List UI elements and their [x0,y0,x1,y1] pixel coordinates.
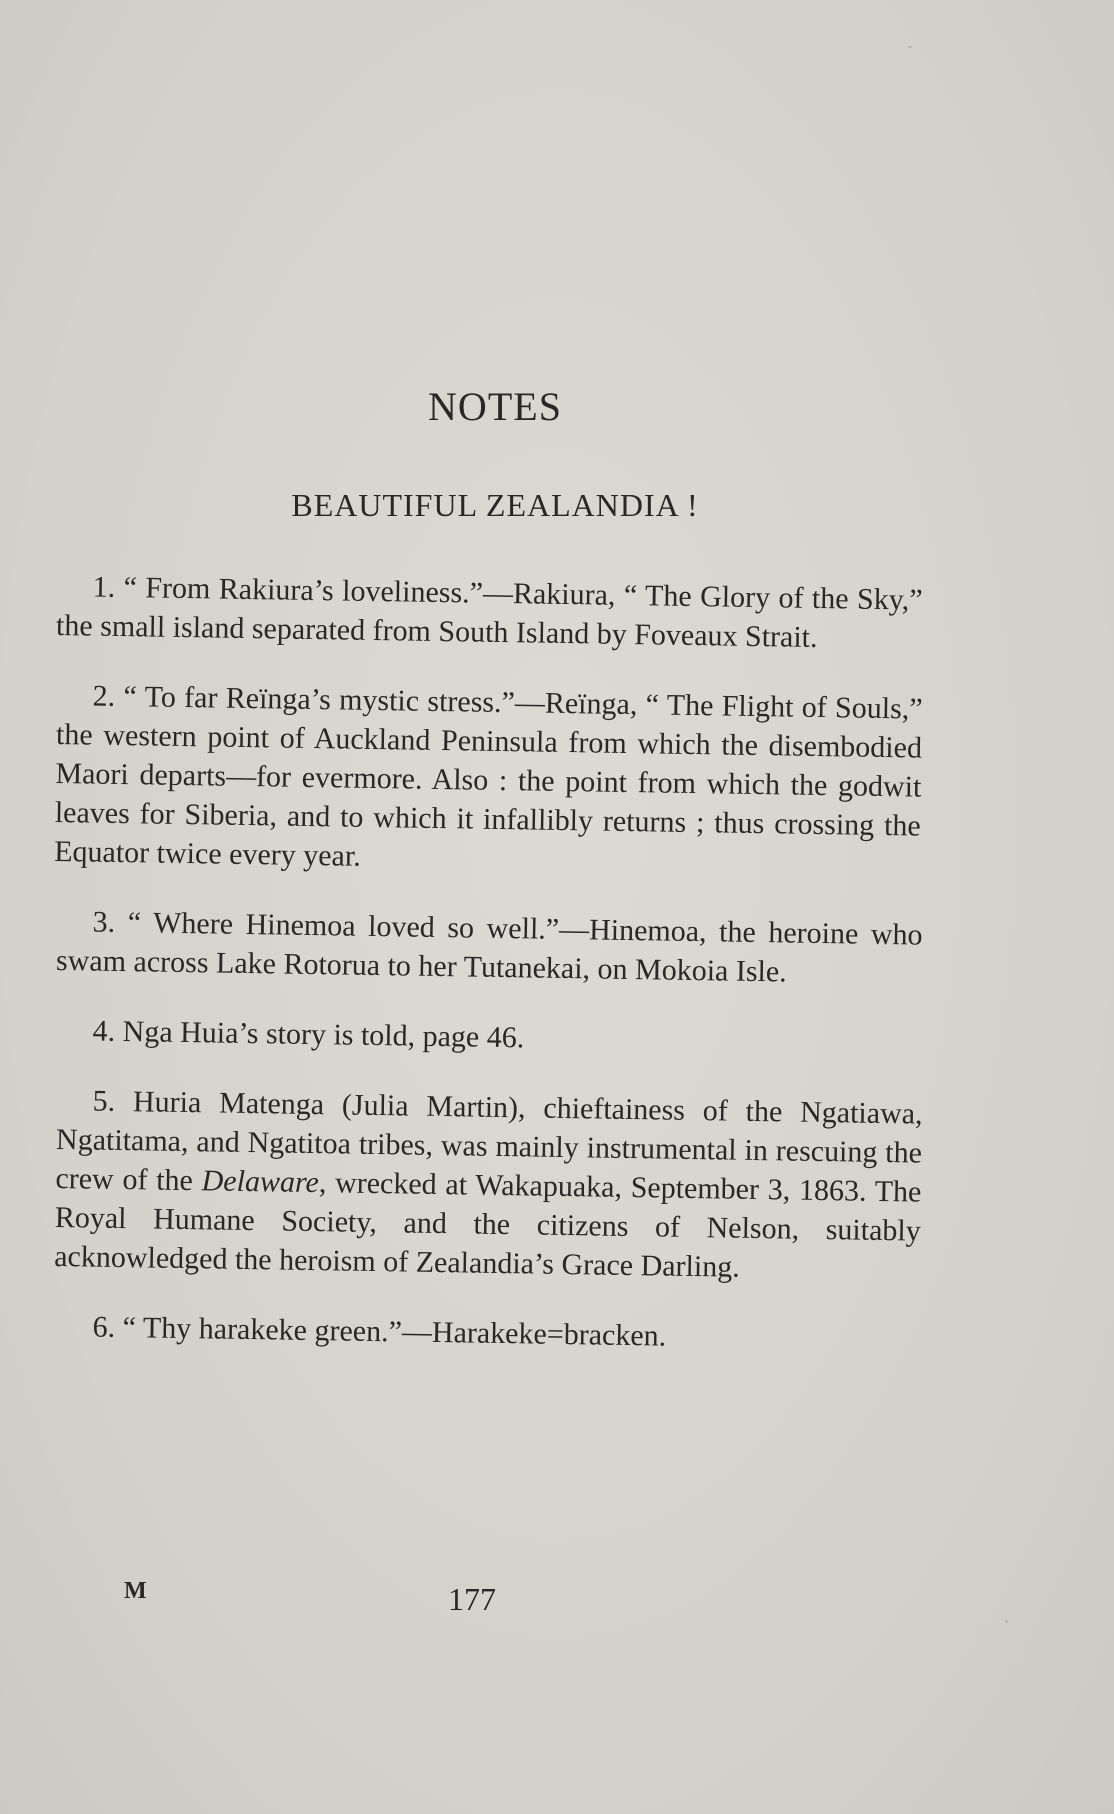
note-3: 3. “ Where Hinemoa loved so well.”—Hinemoa, the heroine who swam across Lake Rotorua to her Tutanekai, on Mokoia Isle. [55,905,923,989]
signature-mark: M [124,1578,147,1604]
ship-name: Delaware [201,1164,320,1200]
note-6: 6. “ Thy harakeke green.”—Harakeke=bracken. [92,1310,667,1353]
notes-list [53,567,923,1377]
page-title: NOTES [428,384,562,429]
paper-speck [908,46,912,48]
note-2: 2. “ To far Reïnga’s mystic stress.”—Reïnga, “ The Flight of Souls,” the western point of Auckland Peninsula from which the disembodied Maori departs—for evermore. Also : the point from which the godwit leaves for Siberia, and to which it infallibly returns ; thus crossing the Equator twice every year. [53,679,923,873]
paper-speck [1005,1620,1008,1623]
note-5: 5. Huria Matenga (Julia Martin), chieftainess of the Ngatiawa, Ngatitama, and Ngatitoa tribes, was mainly instrumental in rescuing the crew of the Delaware, wrecked at Wakapuaka, September 3, 1863. The Royal Humane Society, and the citizens of Nelson, suitably acknowledged the heroism of Zealandia’s Grace Darling. [53,1084,923,1284]
section-title: BEAUTIFUL ZEALANDIA ! [291,487,699,523]
note-1: 1. “ From Rakiura’s loveliness.”—Rakiura, “ The Glory of the Sky,” the small island separated from South Island by Foveaux Strait. [55,570,923,654]
page-number: 177 [448,1581,496,1617]
note-4: 4. Nga Huia’s story is told, page 46. [92,1014,525,1055]
